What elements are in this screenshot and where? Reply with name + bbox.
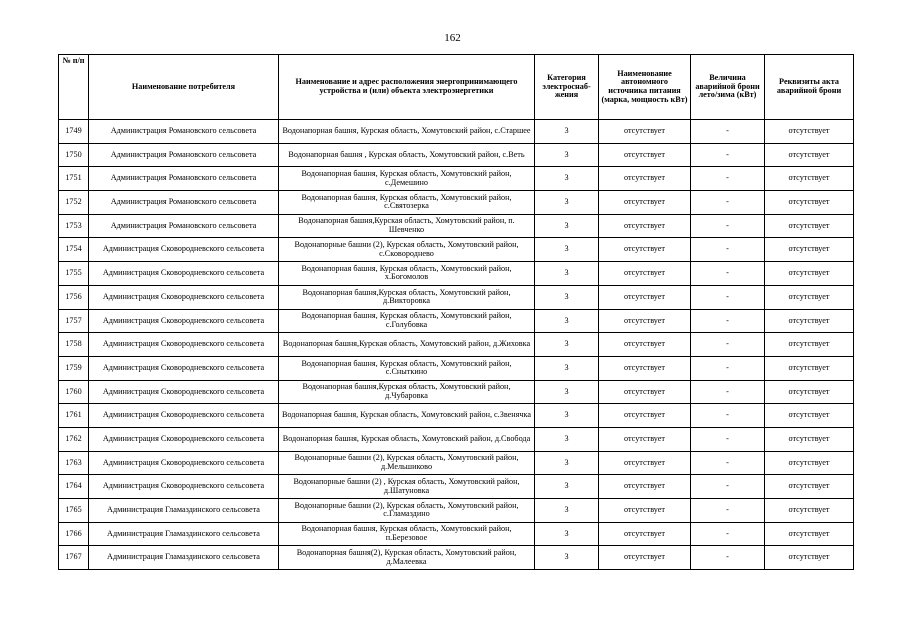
row-num: 1758 bbox=[59, 333, 89, 357]
row-source: отсутствует bbox=[599, 120, 691, 144]
row-emergency: - bbox=[691, 427, 765, 451]
row-requisites: отсутствует bbox=[765, 356, 854, 380]
table-row bbox=[59, 522, 854, 546]
row-num: 1759 bbox=[59, 356, 89, 380]
row-category: 3 bbox=[535, 191, 599, 215]
row-consumer: Администрация Сковородневского сельсовета bbox=[89, 380, 279, 404]
row-object: Водонапорная башня, Курская область, Хомутовский район, с.Сныткино bbox=[279, 356, 535, 380]
row-category: 3 bbox=[535, 451, 599, 475]
row-num: 1755 bbox=[59, 262, 89, 286]
page-number: 162 bbox=[444, 32, 461, 44]
row-consumer: Администрация Гламаздинского сельсовета bbox=[89, 522, 279, 546]
row-object: Водонапорная башня,Курская область, Хомутовский район, д.Викторовка bbox=[279, 285, 535, 309]
table-row bbox=[59, 214, 854, 238]
table-row bbox=[59, 451, 854, 475]
row-object: Водонапорная башня, Курская область, Хомутовский район, п.Березовое bbox=[279, 522, 535, 546]
table-row bbox=[59, 427, 854, 451]
row-emergency: - bbox=[691, 309, 765, 333]
row-category: 3 bbox=[535, 143, 599, 167]
row-emergency: - bbox=[691, 143, 765, 167]
row-requisites: отсутствует bbox=[765, 451, 854, 475]
table-row bbox=[59, 333, 854, 357]
row-num: 1761 bbox=[59, 404, 89, 428]
row-num: 1767 bbox=[59, 546, 89, 570]
row-emergency: - bbox=[691, 522, 765, 546]
row-num: 1750 bbox=[59, 143, 89, 167]
row-requisites: отсутствует bbox=[765, 475, 854, 499]
row-source: отсутствует bbox=[599, 475, 691, 499]
row-category: 3 bbox=[535, 499, 599, 523]
row-category: 3 bbox=[535, 285, 599, 309]
row-consumer: Администрация Сковородневского сельсовета bbox=[89, 475, 279, 499]
row-num: 1757 bbox=[59, 309, 89, 333]
row-category: 3 bbox=[535, 427, 599, 451]
header-category: Категория электроснаб-жения bbox=[535, 55, 599, 120]
row-source: отсутствует bbox=[599, 499, 691, 523]
row-object: Водонапорная башня, Курская область, Хомутовский район, с.Звенячка bbox=[279, 404, 535, 428]
row-num: 1764 bbox=[59, 475, 89, 499]
row-requisites: отсутствует bbox=[765, 546, 854, 570]
table-row bbox=[59, 120, 854, 144]
row-source: отсутствует bbox=[599, 191, 691, 215]
table-row bbox=[59, 404, 854, 428]
row-object: Водонапорные башни (2), Курская область, Хомутовский район, д.Мельшиково bbox=[279, 451, 535, 475]
row-num: 1754 bbox=[59, 238, 89, 262]
row-emergency: - bbox=[691, 238, 765, 262]
row-object: Водонапорная башня, Курская область, Хомутовский район, х.Богомолов bbox=[279, 262, 535, 286]
row-consumer: Администрация Романовского сельсовета bbox=[89, 120, 279, 144]
row-num: 1753 bbox=[59, 214, 89, 238]
table-row bbox=[59, 356, 854, 380]
row-requisites: отсутствует bbox=[765, 522, 854, 546]
row-consumer: Администрация Сковородневского сельсовета bbox=[89, 404, 279, 428]
row-consumer: Администрация Гламаздинского сельсовета bbox=[89, 499, 279, 523]
row-num: 1751 bbox=[59, 167, 89, 191]
row-consumer: Администрация Сковородневского сельсовета bbox=[89, 333, 279, 357]
row-emergency: - bbox=[691, 475, 765, 499]
row-object: Водонапорная башня,Курская область, Хомутовский район, д.Чубаровка bbox=[279, 380, 535, 404]
row-requisites: отсутствует bbox=[765, 499, 854, 523]
row-category: 3 bbox=[535, 356, 599, 380]
row-source: отсутствует bbox=[599, 238, 691, 262]
row-emergency: - bbox=[691, 380, 765, 404]
header-num: № п/п bbox=[59, 55, 89, 120]
table-row bbox=[59, 285, 854, 309]
row-num: 1760 bbox=[59, 380, 89, 404]
row-consumer: Администрация Сковородневского сельсовета bbox=[89, 285, 279, 309]
row-requisites: отсутствует bbox=[765, 167, 854, 191]
row-requisites: отсутствует bbox=[765, 214, 854, 238]
reserve-table bbox=[58, 54, 854, 570]
row-category: 3 bbox=[535, 238, 599, 262]
row-requisites: отсутствует bbox=[765, 427, 854, 451]
row-source: отсутствует bbox=[599, 522, 691, 546]
row-object: Водонапорная башня, Курская область, Хомутовский район, с.Старшее bbox=[279, 120, 535, 144]
header-source: Наименование автономного источника питания (марка, мощность кВт) bbox=[599, 55, 691, 120]
row-consumer: Администрация Романовского сельсовета bbox=[89, 191, 279, 215]
row-num: 1756 bbox=[59, 285, 89, 309]
row-object: Водонапорная башня,Курская область, Хомутовский район, д.Жиховка bbox=[279, 333, 535, 357]
row-source: отсутствует bbox=[599, 167, 691, 191]
row-object: Водонапорная башня,Курская область, Хомутовский район, п. Шевченко bbox=[279, 214, 535, 238]
table-row bbox=[59, 499, 854, 523]
row-emergency: - bbox=[691, 499, 765, 523]
row-num: 1765 bbox=[59, 499, 89, 523]
row-source: отсутствует bbox=[599, 262, 691, 286]
row-source: отсутствует bbox=[599, 333, 691, 357]
row-object: Водонапорные башни (2), Курская область, Хомутовский район, с.Гламаздино bbox=[279, 499, 535, 523]
row-consumer: Администрация Сковородневского сельсовета bbox=[89, 451, 279, 475]
row-source: отсутствует bbox=[599, 214, 691, 238]
row-object: Водонапорная башня, Курская область, Хомутовский район, с.Демешино bbox=[279, 167, 535, 191]
header-row bbox=[59, 55, 854, 120]
row-consumer: Администрация Гламаздинского сельсовета bbox=[89, 546, 279, 570]
row-source: отсутствует bbox=[599, 285, 691, 309]
table-row bbox=[59, 262, 854, 286]
row-requisites: отсутствует bbox=[765, 191, 854, 215]
row-num: 1762 bbox=[59, 427, 89, 451]
table-row bbox=[59, 546, 854, 570]
row-requisites: отсутствует bbox=[765, 380, 854, 404]
row-source: отсутствует bbox=[599, 309, 691, 333]
row-category: 3 bbox=[535, 167, 599, 191]
row-requisites: отсутствует bbox=[765, 143, 854, 167]
row-source: отсутствует bbox=[599, 427, 691, 451]
row-source: отсутствует bbox=[599, 404, 691, 428]
row-consumer: Администрация Сковородневского сельсовета bbox=[89, 427, 279, 451]
row-emergency: - bbox=[691, 262, 765, 286]
row-category: 3 bbox=[535, 404, 599, 428]
table-row bbox=[59, 238, 854, 262]
row-emergency: - bbox=[691, 333, 765, 357]
row-object: Водонапорная башня, Курская область, Хомутовский район, с.Голубовка bbox=[279, 309, 535, 333]
row-num: 1749 bbox=[59, 120, 89, 144]
row-category: 3 bbox=[535, 333, 599, 357]
table-row bbox=[59, 167, 854, 191]
header-emergency: Величина аварийной брони лето/зима (кВт) bbox=[691, 55, 765, 120]
header-object: Наименование и адрес расположения энергопринимающего устройства и (или) объекта электроэнергетики bbox=[279, 55, 535, 120]
header-consumer: Наименование потребителя bbox=[89, 55, 279, 120]
row-emergency: - bbox=[691, 167, 765, 191]
row-category: 3 bbox=[535, 214, 599, 238]
table-row bbox=[59, 380, 854, 404]
row-source: отсутствует bbox=[599, 380, 691, 404]
row-object: Водонапорная башня, Курская область, Хомутовский район, с.Святозерка bbox=[279, 191, 535, 215]
row-object: Водонапорные башни (2) , Курская область, Хомутовский район, д.Шатуновка bbox=[279, 475, 535, 499]
row-requisites: отсутствует bbox=[765, 333, 854, 357]
table-row bbox=[59, 143, 854, 167]
table-row bbox=[59, 475, 854, 499]
row-emergency: - bbox=[691, 120, 765, 144]
row-source: отсутствует bbox=[599, 546, 691, 570]
row-category: 3 bbox=[535, 380, 599, 404]
row-source: отсутствует bbox=[599, 356, 691, 380]
row-emergency: - bbox=[691, 191, 765, 215]
row-category: 3 bbox=[535, 309, 599, 333]
header-requisites: Реквизиты акта аварийной брони bbox=[765, 55, 854, 120]
table-row bbox=[59, 191, 854, 215]
row-requisites: отсутствует bbox=[765, 404, 854, 428]
row-consumer: Администрация Романовского сельсовета bbox=[89, 143, 279, 167]
row-category: 3 bbox=[535, 120, 599, 144]
row-requisites: отсутствует bbox=[765, 262, 854, 286]
row-num: 1752 bbox=[59, 191, 89, 215]
row-object: Водонапорная башня, Курская область, Хомутовский район, д.Свобода bbox=[279, 427, 535, 451]
row-emergency: - bbox=[691, 285, 765, 309]
table-body bbox=[59, 120, 854, 570]
row-object: Водонапорные башни (2), Курская область, Хомутовский район, с.Сковороднево bbox=[279, 238, 535, 262]
row-consumer: Администрация Сковородневского сельсовета bbox=[89, 356, 279, 380]
row-category: 3 bbox=[535, 262, 599, 286]
row-object: Водонапорная башня , Курская область, Хомутовский район, с.Веть bbox=[279, 143, 535, 167]
row-consumer: Администрация Сковородневского сельсовета bbox=[89, 238, 279, 262]
row-requisites: отсутствует bbox=[765, 238, 854, 262]
row-requisites: отсутствует bbox=[765, 309, 854, 333]
row-consumer: Администрация Сковородневского сельсовета bbox=[89, 309, 279, 333]
row-emergency: - bbox=[691, 404, 765, 428]
row-consumer: Администрация Романовского сельсовета bbox=[89, 167, 279, 191]
row-category: 3 bbox=[535, 546, 599, 570]
row-category: 3 bbox=[535, 475, 599, 499]
table-row bbox=[59, 309, 854, 333]
row-category: 3 bbox=[535, 522, 599, 546]
row-source: отсутствует bbox=[599, 143, 691, 167]
row-requisites: отсутствует bbox=[765, 285, 854, 309]
row-emergency: - bbox=[691, 214, 765, 238]
row-consumer: Администрация Сковородневского сельсовета bbox=[89, 262, 279, 286]
row-source: отсутствует bbox=[599, 451, 691, 475]
row-emergency: - bbox=[691, 546, 765, 570]
row-requisites: отсутствует bbox=[765, 120, 854, 144]
row-num: 1763 bbox=[59, 451, 89, 475]
row-object: Водонапорная башня(2), Курская область, Хомутовский район, д.Малеевка bbox=[279, 546, 535, 570]
row-emergency: - bbox=[691, 356, 765, 380]
row-num: 1766 bbox=[59, 522, 89, 546]
row-consumer: Администрация Романовского сельсовета bbox=[89, 214, 279, 238]
row-emergency: - bbox=[691, 451, 765, 475]
